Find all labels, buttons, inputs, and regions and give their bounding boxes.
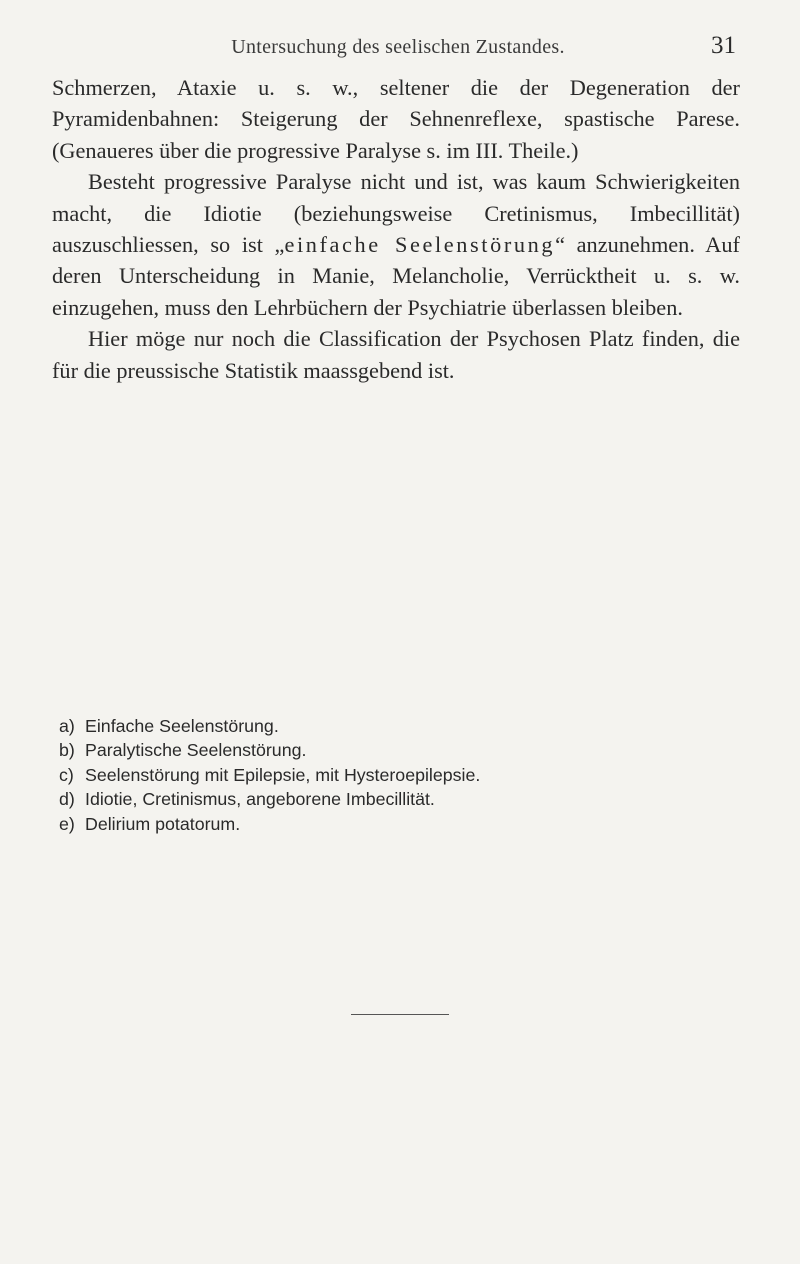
emphasized-term: einfache Seelenstörung [284, 232, 556, 258]
list-marker: d) [59, 789, 75, 810]
footnote-divider [351, 1014, 449, 1015]
paragraph-text-before: Besteht progressive Paralyse nicht und ist, was kaum Schwierigkeiten macht, die Idiotie (beziehungsweise Cretinismus, Imbecillität) auszuschliessen, so ist „ [52, 169, 740, 258]
list-item [59, 763, 739, 787]
classification-list [59, 714, 739, 836]
list-item-label: Seelenstörung mit Epilepsie, mit Hysteroepilepsie. [85, 764, 481, 785]
list-item-label: Paralytische Seelenstörung. [85, 740, 307, 761]
list-marker: a) [59, 716, 75, 736]
list-item [59, 787, 739, 811]
body-text [52, 72, 740, 386]
paragraph-classification-intro: Hier möge nur noch die Classification der Psychosen Platz finden, die für die preussische Statistik maassgebend ist. [52, 326, 740, 383]
paragraph-continuation: Schmerzen, Ataxie u. s. w., seltener die der Degeneration der Pyramidenbahnen: Steigerung der Sehnenreflexe, spastische Parese. (Genaueres über die progressive Paralyse s. im III. Theile.) [52, 75, 740, 163]
list-marker: c) [59, 764, 74, 785]
list-item [59, 714, 739, 738]
list-item [59, 812, 739, 836]
list-item [59, 738, 739, 762]
list-item-label: Idiotie, Cretinismus, angeborene Imbecillität. [85, 789, 435, 810]
paragraph-text-after: “ anzunehmen. Auf deren Unterscheidung in Manie, Melancholie, Verrücktheit u. s. w. einzugehen, muss den Lehrbüchern der Psychiatrie überlassen bleiben. [52, 232, 740, 320]
running-head [60, 30, 736, 64]
list-item-label: Delirium potatorum. [85, 813, 241, 834]
paragraph-progressive-paralysis [52, 166, 740, 323]
list-marker: b) [59, 740, 75, 761]
running-title: Untersuchung des seelischen Zustandes. [231, 36, 565, 58]
page-number: 31 [711, 32, 736, 59]
list-item-label: Einfache Seelenstörung. [85, 716, 279, 736]
list-marker: e) [59, 813, 75, 834]
